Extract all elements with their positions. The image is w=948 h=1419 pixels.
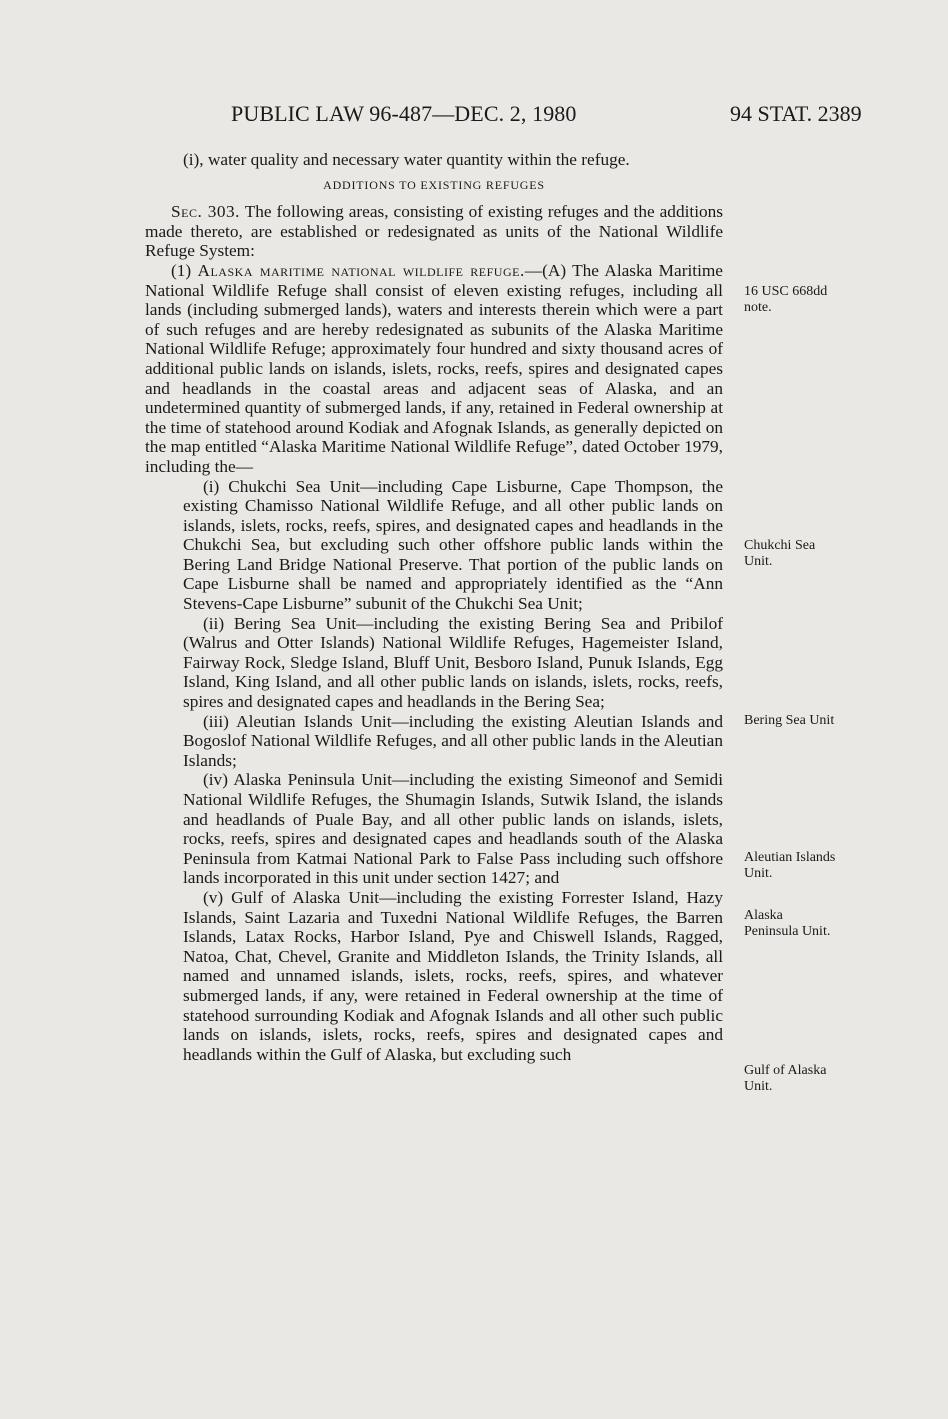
item-iv-alaska-peninsula-unit: (iv) Alaska Peninsula Unit—including the existing Simeonof and Semidi National Wildlife Refuges, the Shumagin Islands, Sutwik Island, the islands and headlands of Puale Bay, and all other public lands on islands, islets, rocks, reefs, spires and designated capes and headlands south of the Alaska Peninsula from Katmai National Park to False Pass including such offshore lands incorporated in this unit under section 1427; and (183, 770, 723, 888)
margin-note-gulf-line2: Unit. (744, 1079, 773, 1094)
margin-note-aleutian-line2: Unit. (744, 866, 773, 881)
section-intro-text: The following areas, consisting of existing refuges and the additions made thereto, are established or redesignated as units of the National Wildlife Refuge System: (145, 202, 724, 261)
page-header (0, 101, 948, 131)
margin-note-usc-line1: 16 USC 668dd (744, 284, 828, 299)
margin-note-usc (744, 284, 934, 316)
section-303-intro (145, 202, 723, 261)
item-iii-aleutian-islands-unit: (iii) Aleutian Islands Unit—including the existing Aleutian Islands and Bogoslof National Wildlife Refuges, and all other public lands in the Aleutian Islands; (183, 711, 723, 770)
opening-paragraph: (i), water quality and necessary water quantity within the refuge. (183, 150, 630, 169)
margin-note-peninsula-line1: Alaska (744, 908, 783, 923)
paragraph-1 (145, 261, 723, 477)
margin-note-chukchi-line2: Unit. (744, 554, 773, 569)
margin-note-aleutian-line1: Aleutian Islands (744, 850, 836, 865)
margin-note-bering-line1: Bering Sea Unit (744, 713, 835, 728)
item-v-gulf-of-alaska-unit: (v) Gulf of Alaska Unit—including the existing Forrester Island, Hazy Islands, Saint Lazaria and Tuxedni National Wildlife Refuges, the Barren Islands, Latax Rocks, Harbor Island, Pye and Chiswell Islands, Ragged, Natoa, Chat, Chevel, Granite and Middleton Islands, the Trinity Islands, all named and unnamed islands, islets, rocks, reefs, spires, and whatever submerged lands, if any, were retained in Federal ownership at the time of statehood surrounding Kodiak and Afognak Islands and all other such public lands on islands, islets, rocks, reefs, spires and designated capes and headlands within the Gulf of Alaska, but excluding such (183, 887, 723, 1064)
section-heading: ADDITIONS TO EXISTING REFUGES (323, 177, 545, 192)
margin-note-chukchi-line1: Chukchi Sea (744, 538, 816, 553)
item-i-chukchi-sea-unit: (i) Chukchi Sea Unit—including Cape Lisburne, Cape Thompson, the existing Chamisso National Wildlife Refuge, and all other public lands on islands, islets, rocks, reefs, spires, and designated capes and headlands in the Chukchi Sea, but excluding such other offshore public lands within the Bering Land Bridge National Preserve. That portion of the public lands on Cape Lisburne shall be named and appropriately identified as the “Ann Stevens-Cape Lisburne” subunit of the Chukchi Sea Unit; (183, 476, 723, 614)
item-ii-bering-sea-unit: (ii) Bering Sea Unit—including the existing Bering Sea and Pribilof (Walrus and Otter Islands) National Wildlife Refuges, Hagemeister Island, Fairway Rock, Sledge Island, Bluff Unit, Besboro Island, Punuk Islands, Egg Island, King Island, and all other public lands on islands, islets, rocks, reefs, spires and designated capes and headlands in the Bering Sea; (183, 613, 723, 712)
paragraph-1-number: (1) (171, 260, 198, 280)
margin-note-chukchi (744, 538, 934, 570)
paragraph-1-text: —(A) The Alaska Maritime National Wildlife Refuge shall consist of eleven existing refuges, including all lands (including submerged lands), waters and interests therein which were a part of such refuges and are hereby redesignated as subunits of the Alaska Maritime National Wildlife Refuge; approximately four hundred and sixty thousand acres of additional public lands on islands, islets, rocks, reefs, spires and designated capes and headlands in the coastal areas and adjacent seas of Alaska, and an undetermined quantity of submerged lands, if any, retained in Federal ownership at the time of statehood around Kodiak and Afognak Islands, as generally depicted on the map entitled “Alaska Maritime National Wildlife Refuge”, dated October 1979, including the— (145, 260, 723, 476)
margin-note-bering (744, 713, 934, 729)
margin-note-peninsula (744, 908, 934, 940)
paragraph-1-heading: Alaska maritime national wildlife refuge. (197, 260, 525, 280)
statute-page-number: 94 STAT. 2389 (730, 101, 862, 126)
margin-note-usc-line2: note. (744, 300, 772, 315)
running-head-title: PUBLIC LAW 96-487—DEC. 2, 1980 (231, 101, 577, 126)
margin-note-peninsula-line2: Peninsula Unit. (744, 924, 831, 939)
section-label: Sec. 303. (171, 202, 241, 222)
body-text (145, 150, 723, 1064)
margin-note-aleutian (744, 850, 934, 882)
margin-note-gulf (744, 1063, 934, 1095)
margin-note-gulf-line1: Gulf of Alaska (744, 1063, 827, 1078)
